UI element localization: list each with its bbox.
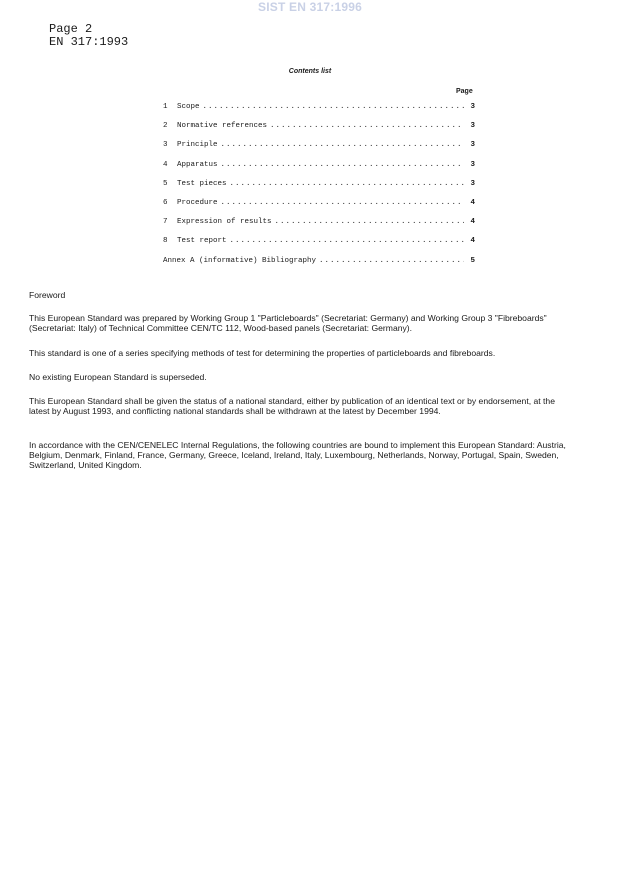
toc-row [163,161,475,180]
foreword-paragraph-5: In accordance with the CEN/CENELEC Internal Regulations, the following countries are bound to implement this European Standard: Austria, Belgium, Denmark, Finland, France, Germany, Greece, Iceland, Ireland, Italy, Luxembourg, Netherlands, Norway, Portugal, Spain, Sweden, Switzerland, United Kingdom. [29,440,566,470]
toc-row [163,257,475,276]
toc-row [163,218,475,237]
toc-row [163,199,475,218]
toc-num: 2 [163,122,168,131]
toc-num: 7 [163,218,168,227]
toc-page: 5 [470,256,475,265]
toc-leader-dots [230,180,464,188]
toc-page: 3 [470,179,475,188]
page-header [49,23,128,49]
toc-page: 4 [470,198,475,207]
toc-leader-dots [270,122,464,130]
toc-leader-dots [221,161,464,169]
foreword-paragraph-3: No existing European Standard is superseded. [29,372,207,382]
table-of-contents [163,103,475,276]
toc-text: Test pieces [177,179,227,188]
page-number: Page 2 [49,22,93,36]
toc-num: 3 [163,141,168,150]
toc-row [163,237,475,256]
toc-page: 3 [470,141,475,150]
toc-text: Scope [177,103,200,111]
toc-text: Principle [177,141,218,150]
toc-num: 8 [163,237,168,246]
foreword-heading: Foreword [29,290,66,300]
foreword-paragraph-2: This standard is one of a series specifying methods of test for determining the properties of particleboards and fibreboards. [29,348,496,358]
toc-leader-dots [275,218,464,226]
toc-leader-dots [221,141,464,149]
toc-text: Test report [177,237,227,246]
toc-page: 4 [470,237,475,246]
toc-leader-dots [221,199,464,207]
toc-leader-dots [230,237,464,245]
foreword-paragraph-1: This European Standard was prepared by Working Group 1 "Particleboards" (Secretariat: Germany) and Working Group 3 "Fibreboards" (Secretariat: Italy) of Technical Committee CEN/TC 112, Wood-based panels (Secretariat: Germany). [29,313,547,333]
toc-num: 1 [163,103,168,111]
toc-text: Procedure [177,198,218,207]
toc-row [163,141,475,160]
toc-row [163,103,475,122]
toc-row [163,180,475,199]
toc-page: 3 [470,103,475,111]
toc-page: 3 [470,122,475,131]
toc-text: Expression of results [177,218,272,227]
toc-text: Apparatus [177,160,218,169]
toc-num: 6 [163,198,168,207]
foreword-paragraph-4: This European Standard shall be given the status of a national standard, either by publication of an identical text or by endorsement, at the latest by August 1993, and conflicting national standards shall be withdrawn at the latest by December 1994. [29,396,555,416]
contents-page-header: Page [456,88,473,95]
watermark: SIST EN 317:1996 [258,0,362,14]
toc-page: 4 [470,218,475,227]
contents-title: Contents list [288,68,332,75]
toc-text: Annex A (informative) Bibliography [163,256,317,265]
toc-row [163,122,475,141]
toc-leader-dots [319,257,464,265]
standard-code: EN 317:1993 [49,35,129,49]
toc-text: Normative references [177,122,268,131]
toc-leader-dots [203,103,464,111]
toc-num: 5 [163,179,168,188]
toc-num: 4 [163,160,168,169]
toc-page: 3 [470,160,475,169]
